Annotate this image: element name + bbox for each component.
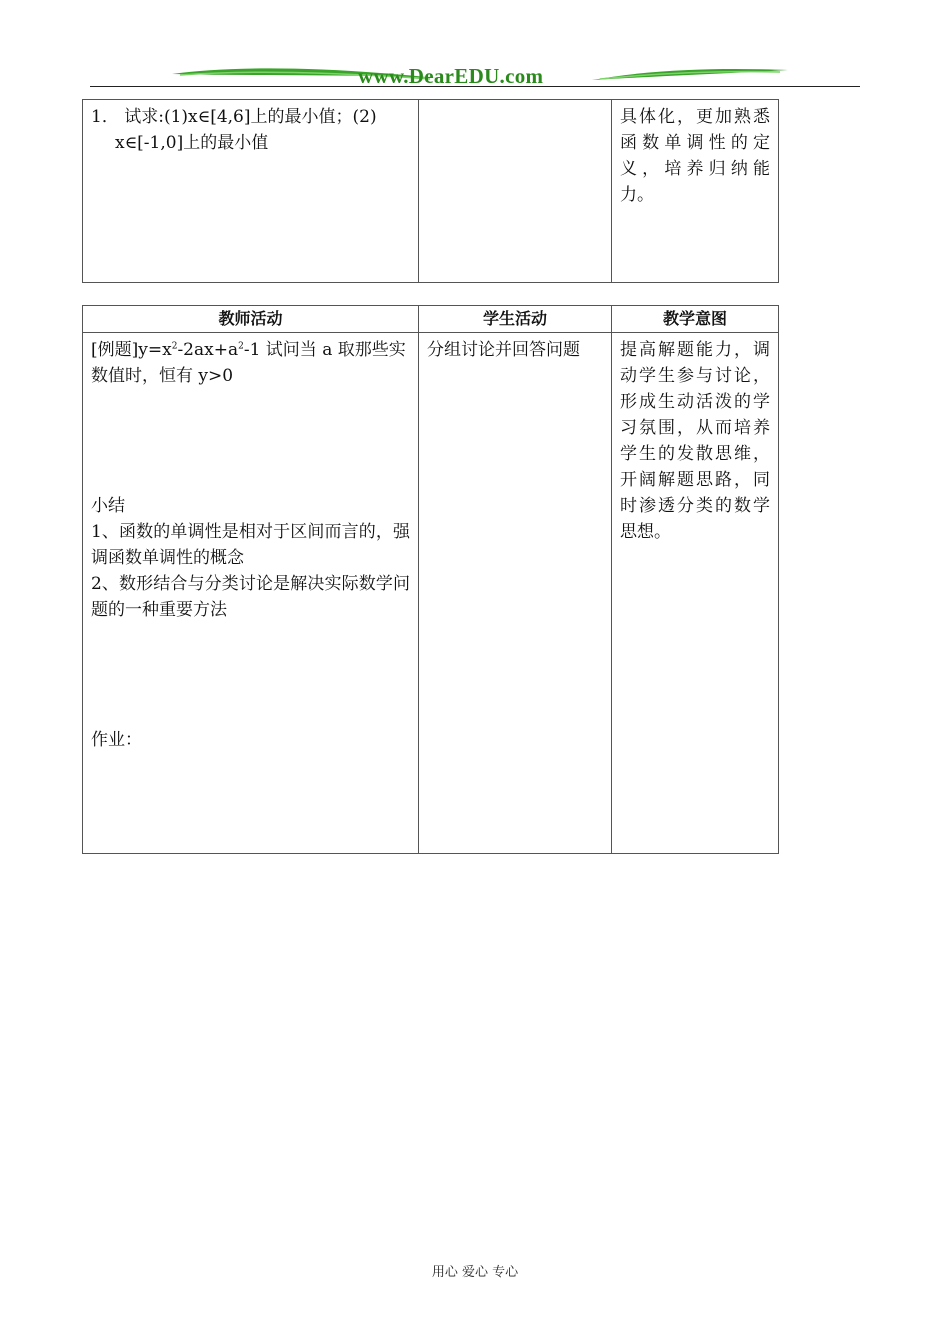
summary-item-2: 2、数形结合与分类讨论是解决实际数学问题的一种重要方法: [91, 574, 410, 620]
example-text: -2ax+a: [177, 340, 239, 360]
teacher-activity-cell: [83, 333, 419, 854]
student-activity-cell: 分组讨论并回答问题: [419, 333, 612, 854]
exercise-line-1: 1． 试求:(1)x∈[4,6]上的最小值；(2): [91, 107, 377, 127]
exponent: 2: [171, 341, 178, 352]
right-swoosh-icon: [590, 64, 790, 86]
table-row: [83, 333, 779, 854]
lesson-table: [82, 305, 779, 854]
lesson-table-continued: [82, 99, 779, 283]
site-logo[interactable]: www.DearEDU.com: [358, 64, 544, 88]
summary-title: 小结: [91, 496, 125, 516]
page-footer: 用心 爱心 专心: [431, 1265, 519, 1280]
table-header-row: [83, 306, 779, 333]
teacher-activity-cell: [83, 100, 419, 283]
page-header: [90, 62, 860, 90]
example-problem: [91, 337, 410, 389]
exercise-line-2: x∈[-1,0]上的最小值: [115, 133, 269, 153]
homework-label: 作业：: [91, 730, 142, 750]
table-row: [83, 100, 779, 283]
teaching-intent-cell: 提高解题能力，调动学生参与讨论，形成生动活泼的学习氛围，从而培养学生的发散思维，开阔解题思路，同时渗透分类的数学思想。: [612, 333, 779, 854]
student-activity-cell: [419, 100, 612, 283]
header-teacher-activity: 教师活动: [83, 306, 419, 333]
example-text: [例题]y=x: [91, 340, 172, 360]
header-teaching-intent: 教学意图: [612, 306, 779, 333]
summary-item-1: 1、函数的单调性是相对于区间而言的，强调函数单调性的概念: [91, 522, 410, 568]
example-text: -1 试问当 a 取那些实数值时，恒有 y>0: [91, 340, 406, 386]
teaching-intent-cell: 具体化，更加熟悉函数单调性的定义，培养归纳能力。: [612, 100, 779, 283]
header-student-activity: 学生活动: [419, 306, 612, 333]
exponent: 2: [238, 341, 244, 352]
